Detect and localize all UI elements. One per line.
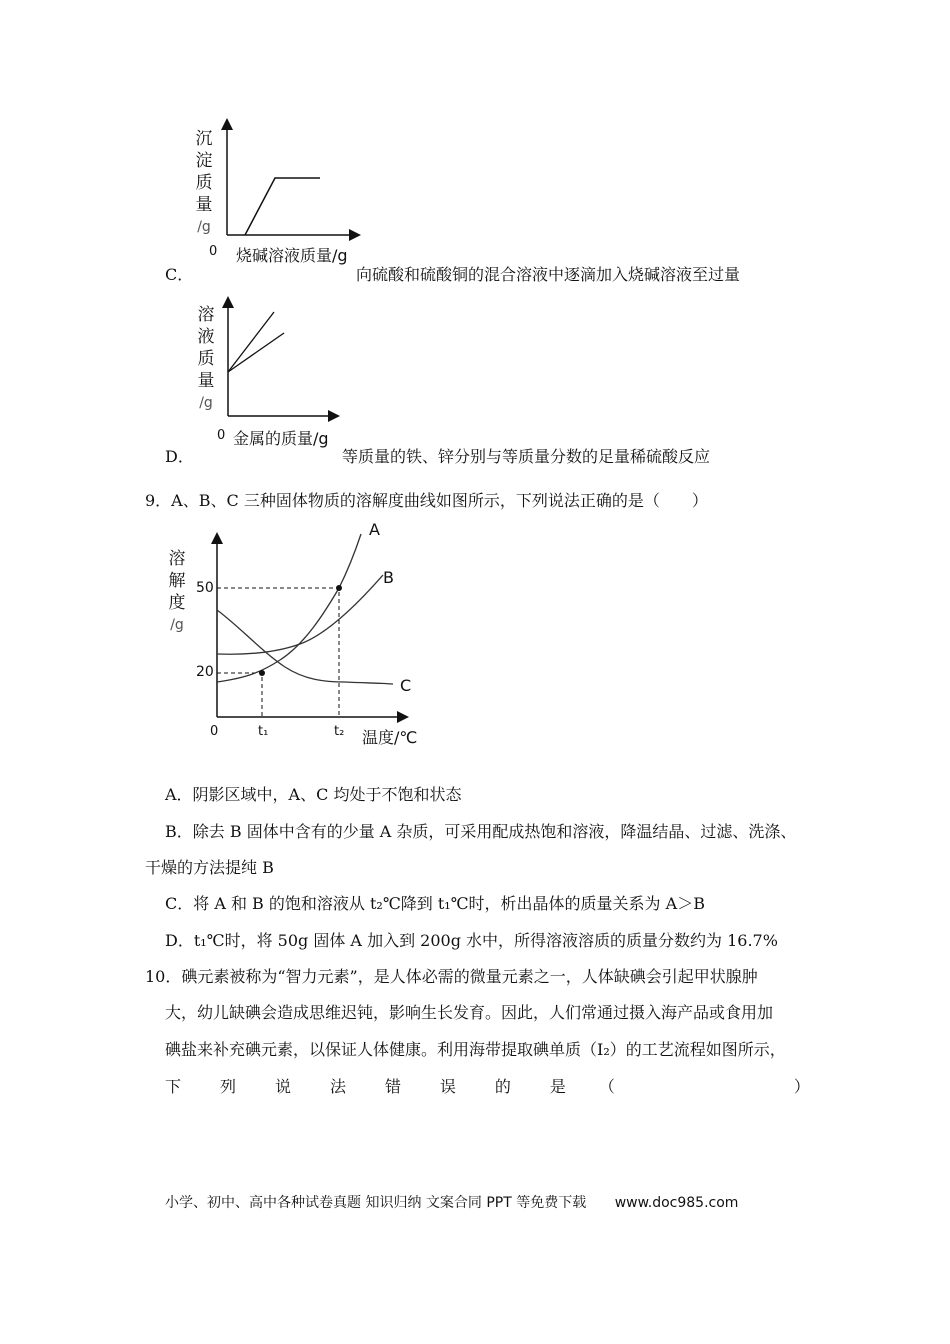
ylabel-char: 液 (197, 327, 215, 347)
option-d-graph (216, 296, 346, 426)
option-d-ylabel (195, 304, 217, 414)
footer (165, 1192, 738, 1212)
char: 说 (274, 1077, 291, 1096)
option-c-xlabel: 烧碱溶液质量/g (236, 246, 348, 265)
q9-ylabel (166, 548, 188, 636)
footer-text: 小学、初中、高中各种试卷真题 知识归纳 文案合同 PPT 等免费下载 (165, 1195, 587, 1211)
ylabel-char: 度 (168, 593, 186, 613)
q10-line3: 碘盐来补充碘元素，以保证人体健康。利用海带提取碘单质（I₂）的工艺流程如图所示， (165, 1040, 786, 1059)
char: 错 (384, 1077, 401, 1096)
option-c-text: 向硫酸和硫酸铜的混合溶液中逐滴加入烧碱溶液至过量 (356, 265, 741, 284)
q9-option-b-line1: B．除去 B 固体中含有的少量 A 杂质，可采用配成热饱和溶液，降温结晶、过滤、洗涤、 (165, 822, 797, 841)
ylabel-char: 溶 (168, 549, 186, 569)
char: 是 (549, 1077, 566, 1096)
char: 法 (329, 1077, 346, 1096)
ylabel-char: 量 (195, 195, 213, 215)
t1-guide (217, 673, 262, 717)
curve-label-b: B (383, 568, 394, 587)
ylabel-unit: /g (197, 219, 211, 235)
option-c-origin: 0 (209, 244, 218, 259)
char: 的 (494, 1077, 511, 1096)
q10-line1: 10．碘元素被称为“智力元素”，是人体必需的微量元素之一，人体缺碘会引起甲状腺肿 (145, 967, 758, 986)
option-c-letter: C． (165, 265, 194, 284)
answer-bracket-open: （ (598, 1077, 615, 1096)
q9-option-b-line2: 干燥的方法提纯 B (145, 858, 274, 877)
char: 下 (165, 1077, 182, 1096)
option-c-graph (215, 118, 365, 248)
point-t1 (259, 670, 265, 676)
ylabel-char: 溶 (197, 305, 215, 325)
answer-bracket-close: ） (793, 1077, 810, 1096)
q9-option-a: A．阴影区域中，A、C 均处于不饱和状态 (165, 785, 462, 804)
q9-xlabel: 温度/℃ (362, 728, 418, 747)
x-tick-t1: t₁ (258, 724, 269, 739)
q10-line2: 大，幼儿缺碘会造成思维迟钝，影响生长发育。因此，人们常通过摄入海产品或食用加 (165, 1003, 774, 1022)
option-d-text: 等质量的铁、锌分别与等质量分数的足量稀硫酸反应 (342, 447, 711, 466)
t2-guide (217, 588, 339, 717)
ylabel-char: 解 (168, 571, 186, 591)
q9-origin: 0 (210, 724, 219, 739)
option-d-xlabel: 金属的质量/g (233, 429, 329, 448)
curve-label-c: C (400, 676, 412, 695)
option-d-origin: 0 (217, 428, 226, 443)
ylabel-char: 质 (195, 173, 213, 193)
precipitate-curve (245, 178, 320, 235)
q9-option-d: D．t₁℃时，将 50g 固体 A 加入到 200g 水中，所得溶液溶质的质量分数约为 16.7% (165, 931, 778, 950)
y-tick-50: 50 (196, 580, 214, 596)
x-tick-t2: t₂ (334, 724, 345, 739)
ylabel-unit: /g (170, 617, 184, 633)
ylabel-unit: /g (199, 395, 213, 411)
q9-stem: 9．A、B、C 三种固体物质的溶解度曲线如图所示，下列说法正确的是（ ） (145, 491, 708, 510)
shallow-curve (228, 333, 284, 372)
ylabel-char: 沉 (195, 129, 213, 149)
steep-curve (228, 312, 274, 372)
curve-label-a: A (369, 520, 380, 539)
ylabel-char: 量 (197, 371, 215, 391)
point-t2 (336, 585, 342, 591)
char: 误 (439, 1077, 456, 1096)
curve-c (217, 610, 393, 684)
option-c-ylabel (193, 128, 215, 238)
ylabel-char: 淀 (195, 151, 213, 171)
q9-option-c: C．将 A 和 B 的饱和溶液从 t₂℃降到 t₁℃时，析出晶体的质量关系为 A＞B (165, 894, 705, 913)
footer-url[interactable]: www.doc985.com (614, 1195, 739, 1211)
q10-line4 (165, 1074, 810, 1097)
option-d-letter: D． (165, 447, 194, 466)
y-tick-20: 20 (196, 664, 214, 680)
ylabel-char: 质 (197, 349, 215, 369)
char: 列 (219, 1077, 236, 1096)
q9-graph (205, 532, 425, 732)
